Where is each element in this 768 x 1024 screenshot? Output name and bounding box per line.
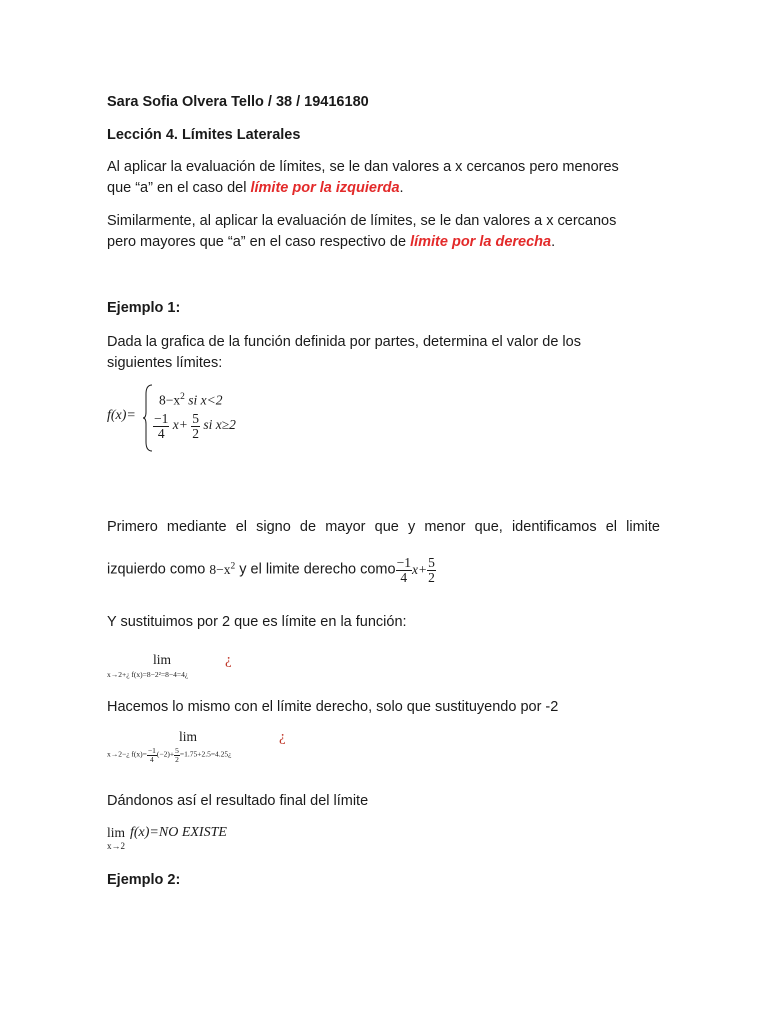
case2-fraction-2 (191, 412, 200, 440)
author-line: Sara Sofia Olvera Tello / 38 / 19416180 (107, 94, 369, 110)
example-1-statement (107, 332, 667, 374)
case2-mid: x+ (172, 417, 188, 433)
intro-p2-end: . (551, 234, 556, 250)
lesson-title: Lección 4. Límites Laterales (107, 127, 301, 143)
limit-2-denominator-1: 4 (150, 754, 154, 764)
explanation-line-1: Primero mediante el signo de mayor que y menor que, identificamos el limite (107, 519, 660, 535)
case2-numerator-2: 5 (192, 411, 199, 426)
case2-condition: si x≥2 (203, 417, 236, 433)
explanation-mid-text: y el limite derecho como (235, 561, 396, 578)
final-limit-subscript: x→2 (107, 841, 125, 851)
explanation-line-2 (107, 556, 667, 584)
example-1-heading: Ejemplo 1: (107, 300, 181, 316)
case2-numerator-1: −1 (154, 411, 169, 426)
right-numerator-1: −1 (396, 555, 411, 571)
substitute-text: Y sustituimos por 2 que es límite en la función: (107, 614, 407, 630)
left-expr-exponent: 2 (230, 561, 236, 571)
limit-2-numerator-1: −1 (147, 746, 156, 755)
limit-2-sub-b: (−2)+ (156, 749, 175, 759)
intro-p2-text: pero mayores que “a” en el caso respectivo de (107, 234, 411, 250)
intro-paragraph-1 (107, 157, 667, 199)
intro-paragraph-2 (107, 211, 667, 253)
case1-expr: 8−x (159, 392, 181, 408)
limit-2-sub-c: =1.75+2.5=4.25¿ (179, 749, 232, 759)
limit-2-sub-a: x→2−¿ f(x)= (107, 749, 147, 759)
right-fraction-2 (427, 556, 436, 584)
right-expression (396, 555, 436, 585)
explanation-left-text: izquierdo como (107, 561, 210, 578)
limit-1-word: lim (153, 652, 172, 667)
limit-2-mark: ¿ (279, 729, 286, 745)
case1-exponent: 2 (180, 392, 185, 402)
right-limit-highlight: límite por la derecha (410, 234, 552, 250)
piecewise-case-2 (153, 412, 236, 440)
intro-p1-end: . (399, 180, 404, 196)
limit-2-subscript (107, 747, 232, 763)
final-limit-expression: f(x)=NO EXISTE (130, 825, 227, 840)
piecewise-case-1 (159, 392, 222, 409)
limit-2-expression (107, 729, 307, 771)
piecewise-lhs: f(x)= (107, 408, 136, 423)
left-limit-highlight: límite por la izquierda (250, 180, 400, 196)
intro-p2-line1: Similarmente, al aplicar la evaluación de límites, se le dan valores a x cercanos (107, 213, 617, 229)
intro-p1-line2 (107, 178, 667, 199)
limit-2-numerator-2: 5 (175, 746, 179, 755)
left-brace-icon (143, 384, 153, 452)
limit-2-denominator-2: 2 (175, 754, 179, 764)
limit-1-subscript: x→2+¿ f(x)=8−2²=8−4=4¿ (107, 670, 189, 679)
limit-2-word: lim (179, 729, 198, 744)
statement-line-1: Dada la grafica de la función definida por partes, determina el valor de los (107, 334, 581, 350)
right-numerator-2: 5 (428, 555, 435, 571)
right-limit-text: Hacemos lo mismo con el límite derecho, solo que sustituyendo por -2 (107, 699, 559, 715)
right-fraction-1 (396, 556, 412, 584)
piecewise-function (107, 384, 307, 454)
intro-p2-line2 (107, 232, 667, 253)
limit-1-mark: ¿ (225, 652, 232, 668)
example-2-heading: Ejemplo 2: (107, 872, 181, 888)
intro-p1-line1: Al aplicar la evaluación de límites, se le dan valores a x cercanos pero menores (107, 159, 619, 175)
limit-1-expression (107, 652, 307, 684)
statement-line-2: siguientes límites: (107, 355, 223, 371)
case2-fraction-1 (153, 412, 169, 440)
case2-denominator-1: 4 (157, 425, 165, 441)
final-limit-word: lim (107, 825, 126, 840)
case2-denominator-2: 2 (192, 425, 199, 441)
left-expr-base: 8−x (209, 561, 231, 577)
left-expression (209, 562, 235, 577)
right-denominator-2: 2 (428, 569, 435, 585)
right-denominator-1: 4 (400, 569, 408, 585)
intro-p1-text: que “a” en el caso del (107, 180, 251, 196)
right-expr-mid: x+ (411, 561, 428, 577)
final-limit (107, 825, 307, 855)
limit-2-fraction-1 (147, 747, 157, 763)
case1-condition: si x<2 (188, 392, 223, 408)
result-text: Dándonos así el resultado final del límite (107, 793, 369, 809)
